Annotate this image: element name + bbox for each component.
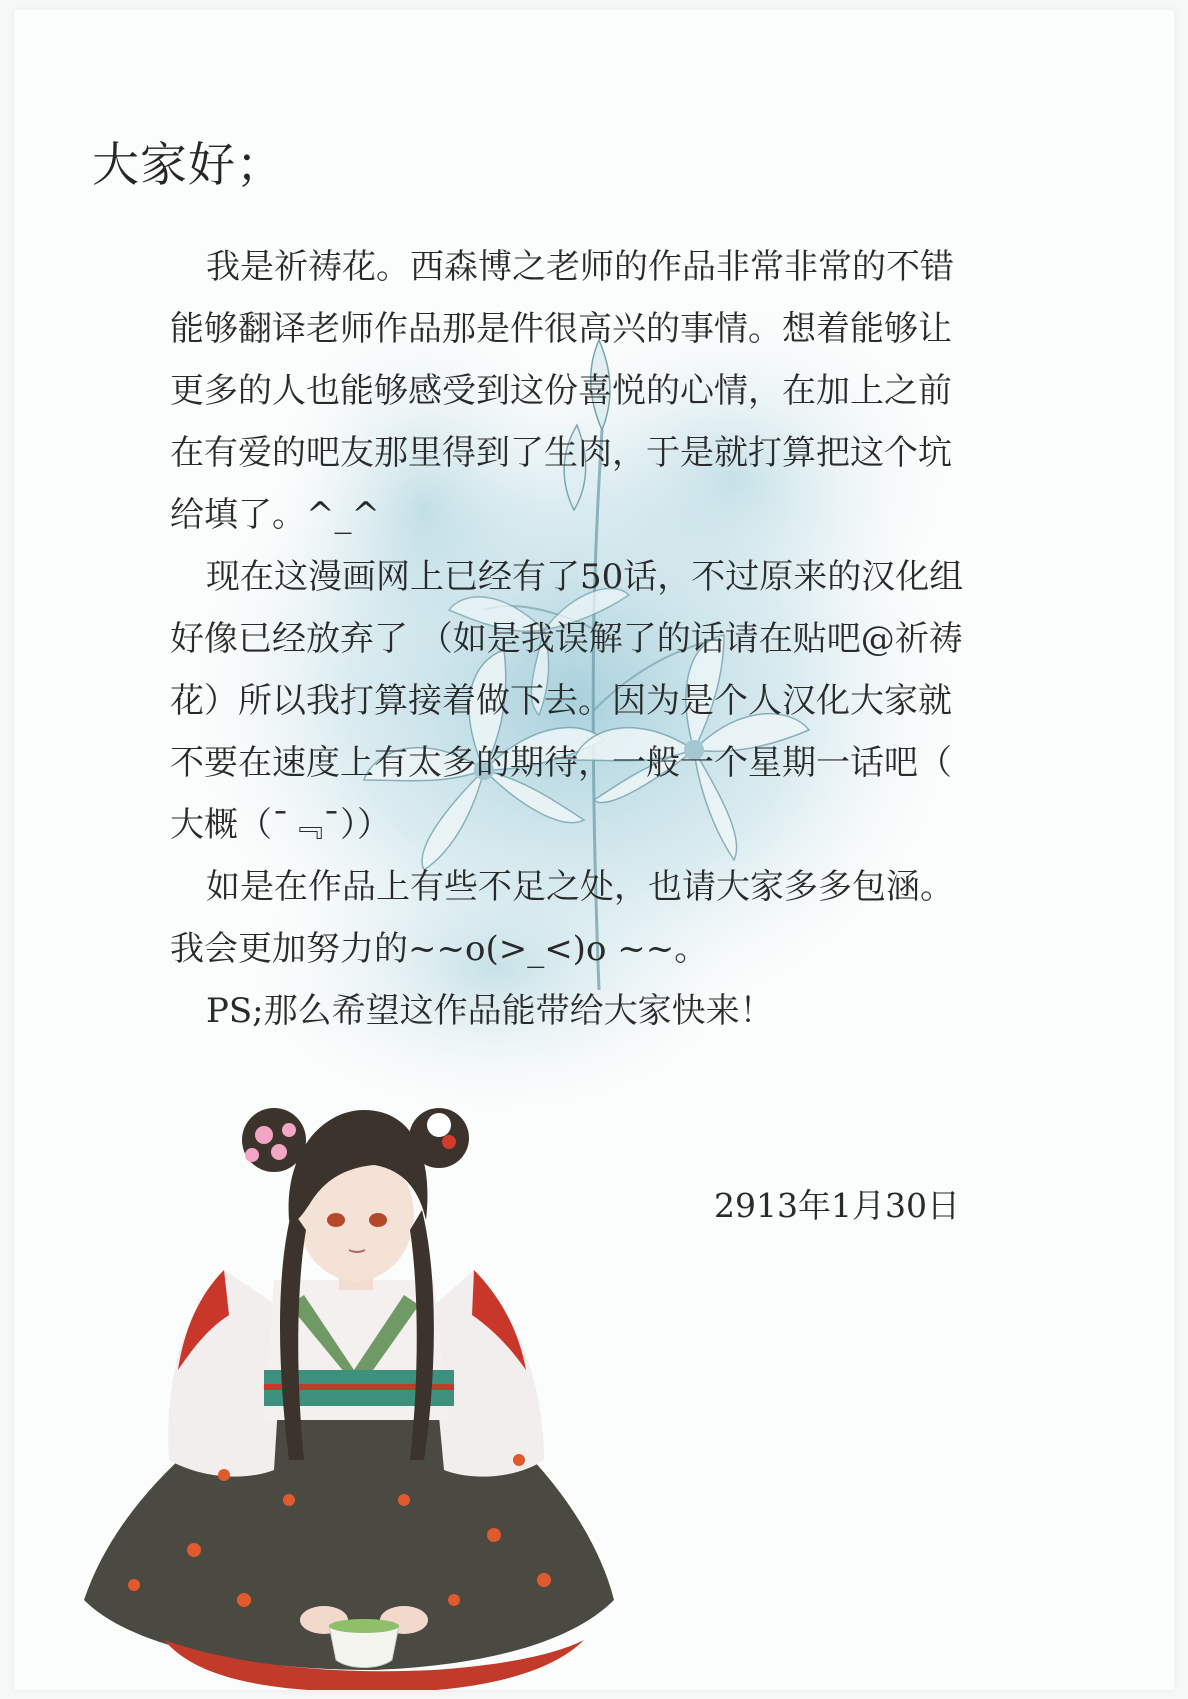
letter-body [170,236,1030,1042]
letter-paragraph: PS;那么希望这作品能带给大家快来！ [206,991,774,1031]
letter-paragraph: 现在这漫画网上已经有了50话，不过原来的汉化组 好像已经放弃了 （如是我误解了的话请在贴吧@祈祷 花）所以我打算接着做下去。因为是个人汉化大家就 不要在速度上有太多的期待，一般一个星期一话吧（ 大概（¯﹃¯）） [170,557,964,845]
letter-page [14,10,1174,1690]
letter-paragraph: 如是在作品上有些不足之处，也请大家多多包涵。 我会更加努力的~~o(>_<)o ~~。 [170,867,954,969]
letter-date: 2913年1月30日 [714,1186,960,1225]
girl-illustration [74,1080,634,1690]
letter-paragraph: 我是祈祷花。西森博之老师的作品非常非常的不错 能够翻译老师作品那是件很高兴的事情。想着能够让 更多的人也能够感受到这份喜悦的心情，在加上之前 在有爱的吧友那里得到了生肉，于是就打算把这个坑 给填了。^_^ [170,247,954,535]
greeting-heading: 大家好； [92,138,284,193]
